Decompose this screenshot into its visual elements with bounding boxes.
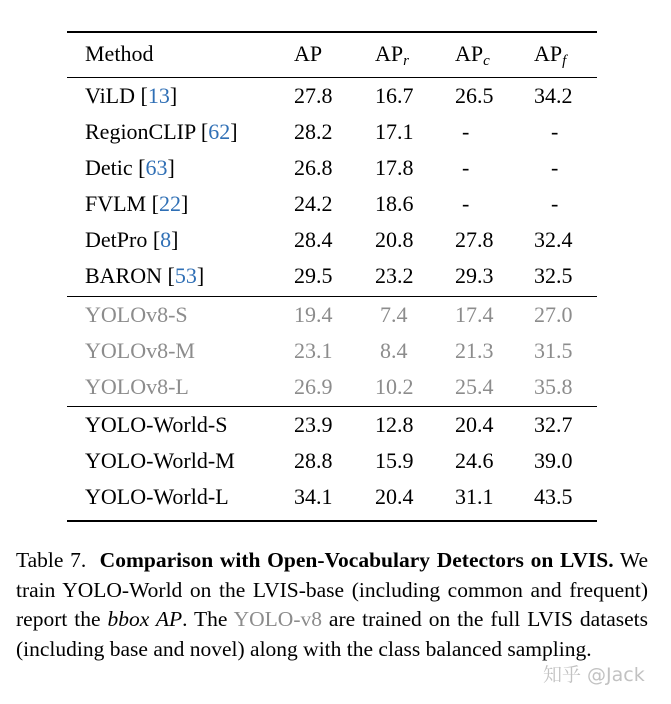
table-row — [67, 479, 597, 515]
method-cell: ViLD [13] — [85, 83, 178, 108]
ap-cell: 26.9 — [294, 374, 333, 399]
apc-cell: - — [462, 155, 470, 180]
table-row — [67, 78, 597, 114]
apc-cell: 26.5 — [455, 83, 494, 108]
table-row — [67, 297, 597, 333]
table-row — [67, 186, 597, 222]
caption-text-3: are trained on the full LVIS datasets (including base and novel) along with the class balanced sampling. — [16, 607, 648, 661]
header-ap-r: $AP_r$ — [375, 41, 409, 69]
table-row — [67, 443, 597, 479]
method-cell: YOLO-World-L — [85, 484, 229, 509]
apc-cell: 29.3 — [455, 263, 494, 288]
ap-cell: 26.8 — [294, 155, 333, 180]
ap-cell: 28.4 — [294, 227, 333, 252]
apr-cell: 17.1 — [375, 119, 414, 144]
table-caption — [16, 546, 648, 664]
ap-cell: 23.9 — [294, 412, 333, 437]
apf-cell: 43.5 — [534, 484, 573, 509]
apc-cell: 25.4 — [455, 374, 494, 399]
apr-cell: 10.2 — [375, 374, 414, 399]
method-cell: YOLO-World-S — [85, 412, 228, 437]
apr-cell: 8.4 — [380, 338, 408, 363]
method-cell: YOLOv8-L — [85, 374, 189, 399]
apr-cell: 20.8 — [375, 227, 414, 252]
table-top-rule — [67, 31, 597, 33]
apr-cell: 7.4 — [380, 302, 408, 327]
apf-cell: - — [551, 191, 559, 216]
apf-cell: 31.5 — [534, 338, 573, 363]
table-bottom-rule — [67, 520, 597, 522]
method-cell: RegionCLIP [62] — [85, 119, 238, 144]
table-row — [67, 114, 597, 150]
table-row — [67, 407, 597, 443]
ap-cell: 23.1 — [294, 338, 333, 363]
watermark: 知乎 @Jack — [543, 664, 645, 686]
apc-cell: - — [462, 191, 470, 216]
table-row — [67, 222, 597, 258]
table-header — [67, 36, 597, 72]
apf-cell: 35.8 — [534, 374, 573, 399]
method-cell: DetPro [8] — [85, 227, 179, 252]
method-cell: YOLO-World-M — [85, 448, 235, 473]
method-cell: YOLOv8-M — [85, 338, 195, 363]
header-ap: AP — [294, 41, 323, 66]
table-row — [67, 333, 597, 369]
method-cell: YOLOv8-S — [85, 302, 188, 327]
apf-cell: 34.2 — [534, 83, 573, 108]
apr-cell: 20.4 — [375, 484, 414, 509]
header-method: Method — [85, 41, 154, 66]
apf-cell: 32.5 — [534, 263, 573, 288]
apr-cell: 15.9 — [375, 448, 414, 473]
caption-italic: bbox AP — [107, 607, 183, 631]
apf-cell: 32.4 — [534, 227, 573, 252]
apc-cell: 24.6 — [455, 448, 494, 473]
caption-title: Comparison with Open-Vocabulary Detectors on LVIS. — [99, 548, 614, 572]
apr-cell: 17.8 — [375, 155, 414, 180]
table-row — [67, 369, 597, 405]
ap-cell: 27.8 — [294, 83, 333, 108]
method-cell: Detic [63] — [85, 155, 175, 180]
ap-cell: 19.4 — [294, 302, 333, 327]
caption-text-1: We train YOLO-World on the LVIS-base (including common and frequent) report the — [16, 548, 648, 631]
apr-cell: 23.2 — [375, 263, 414, 288]
ap-cell: 24.2 — [294, 191, 333, 216]
apc-cell: - — [462, 119, 470, 144]
apc-cell: 27.8 — [455, 227, 494, 252]
apf-cell: 32.7 — [534, 412, 573, 437]
caption-label: Table 7. — [16, 548, 87, 572]
apc-cell: 20.4 — [455, 412, 494, 437]
apc-cell: 17.4 — [455, 302, 494, 327]
apr-cell: 12.8 — [375, 412, 414, 437]
table-row — [67, 258, 597, 294]
apr-cell: 16.7 — [375, 83, 414, 108]
header-ap-f: $AP_f$ — [534, 41, 567, 69]
apf-cell: 27.0 — [534, 302, 573, 327]
apr-cell: 18.6 — [375, 191, 414, 216]
table-row — [67, 150, 597, 186]
ap-cell: 28.8 — [294, 448, 333, 473]
method-cell: FVLM [22] — [85, 191, 189, 216]
header-ap-c: $AP_c$ — [455, 41, 490, 69]
caption-gray-ref: YOLO-v8 — [233, 607, 322, 631]
apf-cell: - — [551, 155, 559, 180]
ap-cell: 29.5 — [294, 263, 333, 288]
apc-cell: 21.3 — [455, 338, 494, 363]
method-cell: BARON [53] — [85, 263, 205, 288]
apc-cell: 31.1 — [455, 484, 494, 509]
ap-cell: 34.1 — [294, 484, 333, 509]
ap-cell: 28.2 — [294, 119, 333, 144]
caption-text-2: . The — [182, 607, 234, 631]
apf-cell: - — [551, 119, 559, 144]
apf-cell: 39.0 — [534, 448, 573, 473]
